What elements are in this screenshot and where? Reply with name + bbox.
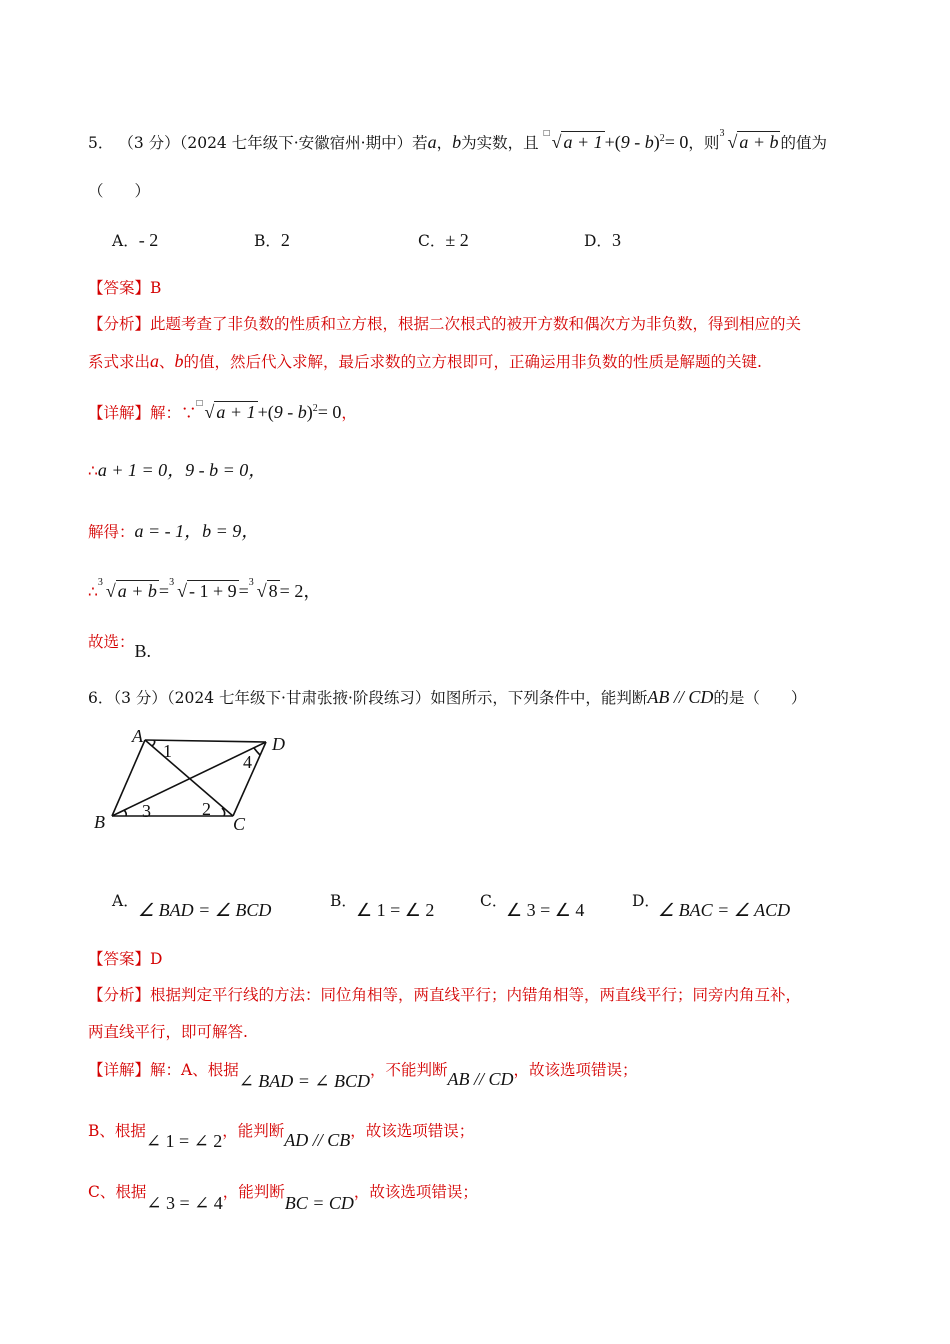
q5-option-a: A．- 2 [112,230,159,250]
q5-stem [88,128,827,154]
q5-paren: （ ） [88,182,151,200]
q5-var-a: a [427,132,437,152]
q5-cbrt-expr: 3 √ a + b [719,128,779,152]
q5-number: 5． [88,134,114,152]
q5-sep: ， [436,134,453,152]
q6-option-a-label: A． [112,892,139,910]
q5-paren-expr: (9 - b)$^2$ [614,132,665,152]
q6-option-c: ∠ 3 = ∠ 4 [506,900,585,920]
q5-step1: ∴a + 1 = 0，9 - b = 0， [88,460,267,480]
q6-detail-a: 【详解】解：A、根据∠ BAD = ∠ BCD，不能判断AB // CD，故该选项错误； [88,1061,638,1091]
label-four: 4 [243,752,252,772]
label-d: D [272,734,285,754]
q5-detail: 【详解】解：∵ □ √ a + 1 +(9 - b)$^2$= 0， [88,398,357,422]
q6-detail-c: C、根据∠ 3 = ∠ 4，能判断BC = CD，故该选项错误； [88,1183,478,1213]
label-three: 3 [142,801,151,821]
q5-sqrt-expr: □ √ a + 1 [543,128,603,152]
q5-option-b: B．2 [254,230,290,250]
q6-detail-b: B、根据∠ 1 = ∠ 2，能判断AD // CB，故该选项错误； [88,1122,475,1151]
q5-meta: （3 分）（2024 七年级下·安徽宿州·期中）若 [118,134,428,152]
label-b: B [94,812,105,832]
q5-option-d: D．3 [584,230,621,250]
q5-option-c: C．± 2 [418,230,469,250]
q6-option-b: ∠ 1 = ∠ 2 [356,900,435,920]
label-two: 2 [202,799,211,819]
q5-plus: + [604,132,615,152]
label-one: 1 [163,741,172,761]
diag-ac [145,740,233,816]
arc-3 [124,810,126,816]
q5-text2: ，则 [688,134,720,152]
q6-figure [90,726,300,838]
q6-analysis-line1: 【分析】根据判定平行线的方法：同位角相等，两直线平行；内错角相等，两直线平行；同旁内角互补， [88,986,802,1004]
q5-analysis-line1: 【分析】此题考查了非负数的性质和立方根，根据二次根式的被开方数和偶次方为非负数，得到相应的关 [88,315,802,333]
q6-analysis-line2: 两直线平行，即可解答. [88,1023,248,1041]
q5-eq0: = 0 [664,132,689,152]
q5-text1: 为实数，且 [461,134,539,152]
q6-stem: 6．（3 分）（2024 七年级下·甘肃张掖·阶段练习）如图所示，下列条件中，能判断AB // CD的是（ ） [88,687,807,707]
q5-answer: 【答案】B [88,279,162,297]
q6-option-a: ∠ BAD = ∠ BCD [138,900,272,920]
q6-option-c-label: C． [480,892,508,910]
q5-var-b: b [452,132,462,152]
q6-answer: 【答案】D [88,950,163,968]
q6-option-b-label: B． [330,892,357,910]
label-a: A [132,726,143,746]
arc-4 [254,748,260,755]
q5-analysis-line2: 系式求出a、b的值，然后代入求解，最后求数的立方根即可，正确运用非负数的性质是解题的关键. [88,351,762,371]
q5-step2: 解得：a = - 1，b = 9， [88,521,260,541]
q6-option-d: ∠ BAC = ∠ ACD [658,900,791,920]
side-ab [112,740,145,816]
q5-choose: 故选：B. [88,633,152,661]
q5-step3: ∴ 3 √ a + b = 3 √ - 1 + 9 = 3 √ 8 = 2， [88,577,322,601]
label-c: C [233,814,246,834]
q6-option-d-label: D． [632,892,660,910]
q5-text3: 的值为 [780,134,827,152]
